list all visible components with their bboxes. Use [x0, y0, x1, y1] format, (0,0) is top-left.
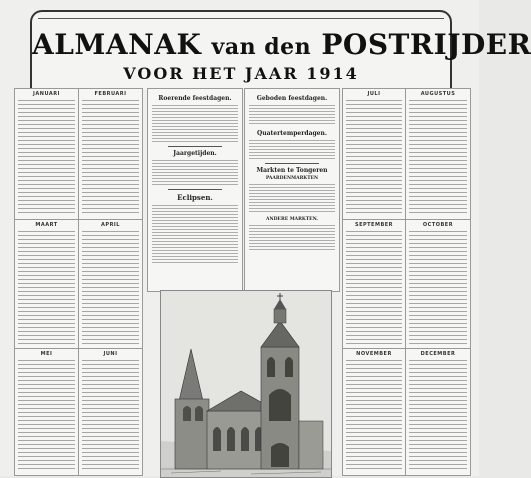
- day-list: [82, 358, 139, 472]
- day-list: [18, 358, 75, 472]
- month-label-february: FEBRUARI: [94, 91, 127, 97]
- day-list: [346, 98, 402, 216]
- section-jaargetijden: Jaargetijden.: [173, 150, 217, 157]
- title-almanak: ALMANAK: [32, 28, 202, 61]
- almanac-header: [30, 10, 531, 90]
- month-label-march: MAART: [35, 222, 58, 228]
- church-engraving: [161, 291, 331, 477]
- divider: [168, 189, 222, 190]
- month-label-january: JANUARI: [33, 91, 60, 97]
- month-panel-october: [405, 219, 471, 349]
- text-block: [249, 104, 335, 126]
- month-label-july: JULI: [367, 91, 381, 97]
- text-block: [152, 159, 238, 185]
- day-list: [82, 98, 139, 216]
- month-panel-november: [342, 348, 406, 476]
- month-panel-april: [78, 219, 143, 349]
- month-label-may: MEI: [40, 351, 53, 357]
- section-roerende-feestdagen: Roerende feestdagen.: [158, 95, 232, 102]
- month-label-august: AUGUSTUS: [420, 91, 456, 97]
- month-panel-march: [14, 219, 79, 349]
- month-label-december: DECEMBER: [420, 351, 456, 357]
- day-list: [346, 358, 402, 472]
- month-panel-january: [14, 88, 79, 220]
- day-list: [18, 98, 75, 216]
- title-van-den: van den: [211, 34, 312, 60]
- day-list: [18, 229, 75, 345]
- title-postrijder: POSTRIJDER: [321, 28, 531, 61]
- almanac-subtitle: VOOR HET JAAR 1914: [123, 64, 359, 83]
- church-illustration: [160, 290, 332, 478]
- month-panel-september: [342, 219, 406, 349]
- month-label-november: NOVEMBER: [356, 351, 392, 357]
- section-eclipsen: Eclipsen.: [177, 193, 213, 202]
- section-paardenmarkten: PAARDENMARKTEN: [265, 176, 319, 181]
- day-list: [409, 98, 467, 216]
- text-block: [152, 104, 238, 142]
- month-label-june: JUNI: [103, 351, 118, 357]
- day-list: [409, 358, 467, 472]
- month-panel-august: [405, 88, 471, 220]
- text-block: [249, 224, 335, 252]
- info-column-right: [244, 88, 340, 292]
- divider: [168, 146, 222, 147]
- text-block: [152, 204, 238, 264]
- almanac-title: [32, 28, 531, 61]
- month-label-april: APRIL: [101, 222, 120, 228]
- section-geboden-feestdagen: Geboden feestdagen.: [256, 95, 328, 102]
- info-column-left: [147, 88, 243, 292]
- section-andere-markten: ANDERE MARKTEN.: [266, 217, 318, 222]
- month-panel-february: [78, 88, 143, 220]
- month-panel-july: [342, 88, 406, 220]
- divider: [265, 163, 319, 164]
- month-panel-june: [78, 348, 143, 476]
- section-markten-tongeren: Markten te Tongeren: [256, 167, 328, 174]
- section-quatertemperdagen: Quatertemperdagen.: [257, 130, 327, 137]
- text-block: [249, 183, 335, 213]
- month-label-october: OCTOBER: [422, 222, 454, 228]
- day-list: [409, 229, 467, 345]
- day-list: [82, 229, 139, 345]
- day-list: [346, 229, 402, 345]
- text-block: [249, 139, 335, 159]
- month-label-september: SEPTEMBER: [354, 222, 394, 228]
- month-panel-may: [14, 348, 79, 476]
- month-panel-december: [405, 348, 471, 476]
